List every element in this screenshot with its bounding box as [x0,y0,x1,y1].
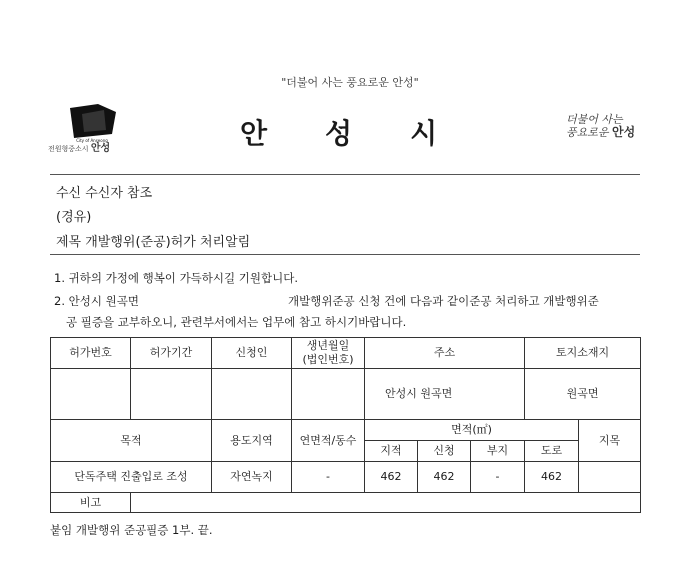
header-area-lot: 지적 [365,441,418,462]
brand-name: 안성 [612,125,636,139]
table-remarks-row [51,493,641,513]
body-item-2-end: 개발행위준공 신청 건에 다음과 같이준공 처리하고 개발행위준 [288,294,599,308]
header-area-road: 도로 [525,441,579,462]
cell-permit-period [131,369,212,420]
logo-caption-name: 안성 [90,143,111,154]
header-birth-line2: (법인번호) [302,353,354,366]
cell-area-applied: 462 [418,462,471,493]
header-land-category: 지목 [579,420,641,462]
table-header-row-2 [51,420,641,441]
subject-line: 제목 개발행위(준공)허가 처리알림 [56,235,251,250]
cell-area-lot: 462 [365,462,418,493]
header-land-location: 토지소재지 [525,338,641,369]
header-purpose: 목적 [51,420,212,462]
via-line: (경유) [56,210,92,225]
cell-purpose: 단독주택 진출입로 조성 [51,462,212,493]
slogan: "더불어 사는 풍요로운 안성" [281,76,419,89]
logo-caption [48,139,110,154]
header-zoning: 용도지역 [212,420,292,462]
divider-top [50,174,640,175]
attachment-footer: 붙임 개발행위 준공필증 1부. 끝. [50,523,213,537]
brand-mark [566,114,635,139]
permit-table [50,337,641,513]
cell-applicant [212,369,292,420]
brand-line1: 더불어 사는 [566,113,623,126]
header-floor-area: 연면적/동수 [292,420,365,462]
logo-caption-small: 전원형중소시 [48,145,89,153]
header-area-applied: 신청 [418,441,471,462]
table-row [51,462,641,493]
header-area-site: 부지 [471,441,525,462]
header-applicant: 신청인 [212,338,292,369]
cell-floor-area: - [292,462,365,493]
cell-land-location: 원곡면 [525,369,641,420]
divider-bottom [50,254,640,255]
header-permit-no: 허가번호 [51,338,131,369]
cell-birth [292,369,365,420]
cell-area-road: 462 [525,462,579,493]
recipient-line: 수신 수신자 참조 [56,186,153,201]
header-permit-period: 허가기간 [131,338,212,369]
cell-address: 안성시 원곡면 [365,369,525,420]
body-item-2-start: 2. 안성시 원곡면 [54,294,139,308]
body-item-2-cont: 공 필증을 교부하오니, 관련부서에서는 업무에 참고 하시기바랍니다. [66,315,407,329]
header-birth [292,338,365,369]
table-row [51,369,641,420]
header-birth-line1: 생년월일 [306,339,350,352]
brand-line2: 풍요로운 [566,126,609,139]
cell-area-site: - [471,462,525,493]
table-header-row [51,338,641,369]
cell-land-category [579,462,641,493]
logo-en-text: City of Anseong [76,138,108,143]
remarks-value [131,493,641,513]
cell-permit-no [51,369,131,420]
remarks-label: 비고 [51,493,131,513]
header-address: 주소 [365,338,525,369]
document-title: 안성시 [240,117,496,150]
header-area: 면적(㎡) [365,420,579,441]
body-item-1: 1. 귀하의 가정에 행복이 가득하시길 기원합니다. [54,271,298,285]
cell-zoning: 자연녹지 [212,462,292,493]
